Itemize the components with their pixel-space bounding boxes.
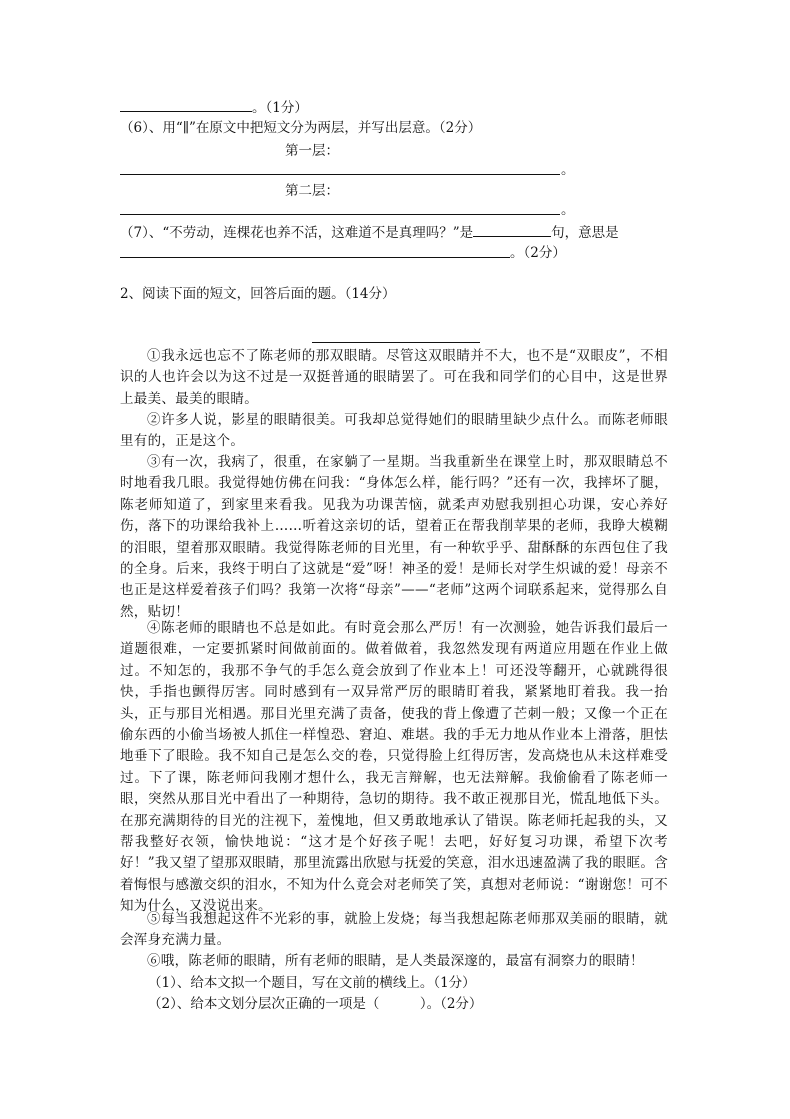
passage-paragraph-2: ②许多人说，影星的眼睛很美。可我却总觉得她们的眼睛里缺少点什么。而陈老师眼里有的，正是这个。 [120, 412, 668, 450]
title-blank[interactable] [312, 342, 480, 343]
q5-answer-line: 。（1分） [120, 97, 308, 118]
q6-layer2-blank[interactable] [120, 214, 560, 215]
passage-paragraph-1: ①我永远也忘不了陈老师的那双眼睛。尽管这双眼睛并不大，也不是“双眼皮”，不相识的人也许会以为这不过是一双挺普通的眼睛罢了。可在我和同学们的心目中，这是世界上最美、最美的眼睛。 [120, 348, 668, 407]
q7-prompt: （7）、“不劳动，连棵花也养不活，这难道不是真理吗？”是 句，意思是 [120, 222, 619, 243]
q6-layer2-end: 。 [561, 202, 575, 218]
question-1: （1）、给本文拟一个题目，写在文前的横线上。（1分） [148, 975, 476, 991]
passage-paragraph-5: ⑤每当我想起这件不光彩的事，就脸上发烧；每当我想起陈老师那双美丽的眼睛，就会浑身充满力量。 [120, 911, 668, 949]
section2-heading: 2、阅读下面的短文，回答后面的题。（14分） [120, 286, 396, 302]
passage-paragraph-4: ④陈老师的眼睛也不总是如此。有时竟会那么严厉！有一次测验，她告诉我们最后一道题很难，一定要抓紧时间做前面的。做着做着，我忽然发现有两道应用题在作业上做过。不知怎的，我那不争气的手怎么竟会放到了作业本上！可还没等翻开，心就跳得很快，手指也颤得厉害。同时感到有一双异常严厉的眼睛盯着我，紧紧地盯着我。我一抬头，正与那目光相遇。那目光里充满了责备，使我的背上像遭了芒刺一般；又像一个正在偷东西的小偷当场被人抓住一样惶恐、窘迫、难堪。我的手无力地从作业本上滑落，胆怯地垂下了眼睑。我不知自己是怎么交的卷，只觉得脸上红得厉害，发高烧也从未这样难受过。下了课，陈老师问我刚才想什么，我无言辩解，也无法辩解。我偷偷看了陈老师一眼，突然从那目光中看出了一种期待，急切的期待。我不敢正视那目光，慌乱地低下头。在那充满期待的目光的注视下，羞愧地，但又勇敢地承认了错误。陈老师托起我的头，又帮我整好衣领，愉快地说：“这才是个好孩子呢！去吧，好好复习功课，希望下次考好！”我又望了望那双眼睛，那里流露出欣慰与抚爱的笑意，泪水迅速盈满了我的眼眶。含着悔恨与感激交织的泪水，不知为什么竟会对老师笑了笑，真想对老师说：“谢谢您！可不知为什么，又没说出来。 [120, 620, 668, 915]
question-2: （2）、给本文划分层次正确的一项是（ ）。（2分） [148, 996, 483, 1012]
q7-sentence-type-blank[interactable] [473, 222, 551, 237]
q6-layer1-blank[interactable] [120, 174, 560, 175]
passage-paragraph-6: ⑥哦，陈老师的眼睛，所有老师的眼睛，是人类最深邃的，最富有洞察力的眼睛！ [147, 953, 644, 969]
answer-blank[interactable] [120, 97, 252, 112]
q7-meaning-blank[interactable] [120, 257, 510, 258]
q6-layer1-end: 。 [561, 162, 575, 178]
q6-layer2-label: 第二层： [285, 183, 339, 199]
q7-tail: 。（2分） [510, 245, 566, 261]
passage-paragraph-3: ③有一次，我病了，很重，在家躺了一星期。当我重新坐在课堂上时，那双眼睛总不时地看我几眼。我觉得她仿佛在问我：“身体怎么样，能行吗？”还有一次，我摔坏了腿，陈老师知道了，到家里来看我。见我为功课苦恼，就柔声劝慰我别担心功课，安心养好伤，落下的功课给我补上……听着这亲切的话，望着正在帮我削苹果的老师，我睁大模糊的泪眼，望着那双眼睛。我觉得陈老师的目光里，有一种软乎乎、甜酥酥的东西包住了我的全身。后来，我终于明白了这就是“爱”呀！神圣的爱！是师长对学生炽诚的爱！母亲不也正是这样爱着孩子们吗？我第一次将“母亲”——“老师”这两个词联系起来，觉得那么自然，贴切！ [120, 454, 668, 620]
q6-layer1-label: 第一层： [285, 143, 339, 159]
q6-prompt: （6）、用“∥”在原文中把短文分为两层，并写出层意。（2分） [120, 120, 482, 136]
